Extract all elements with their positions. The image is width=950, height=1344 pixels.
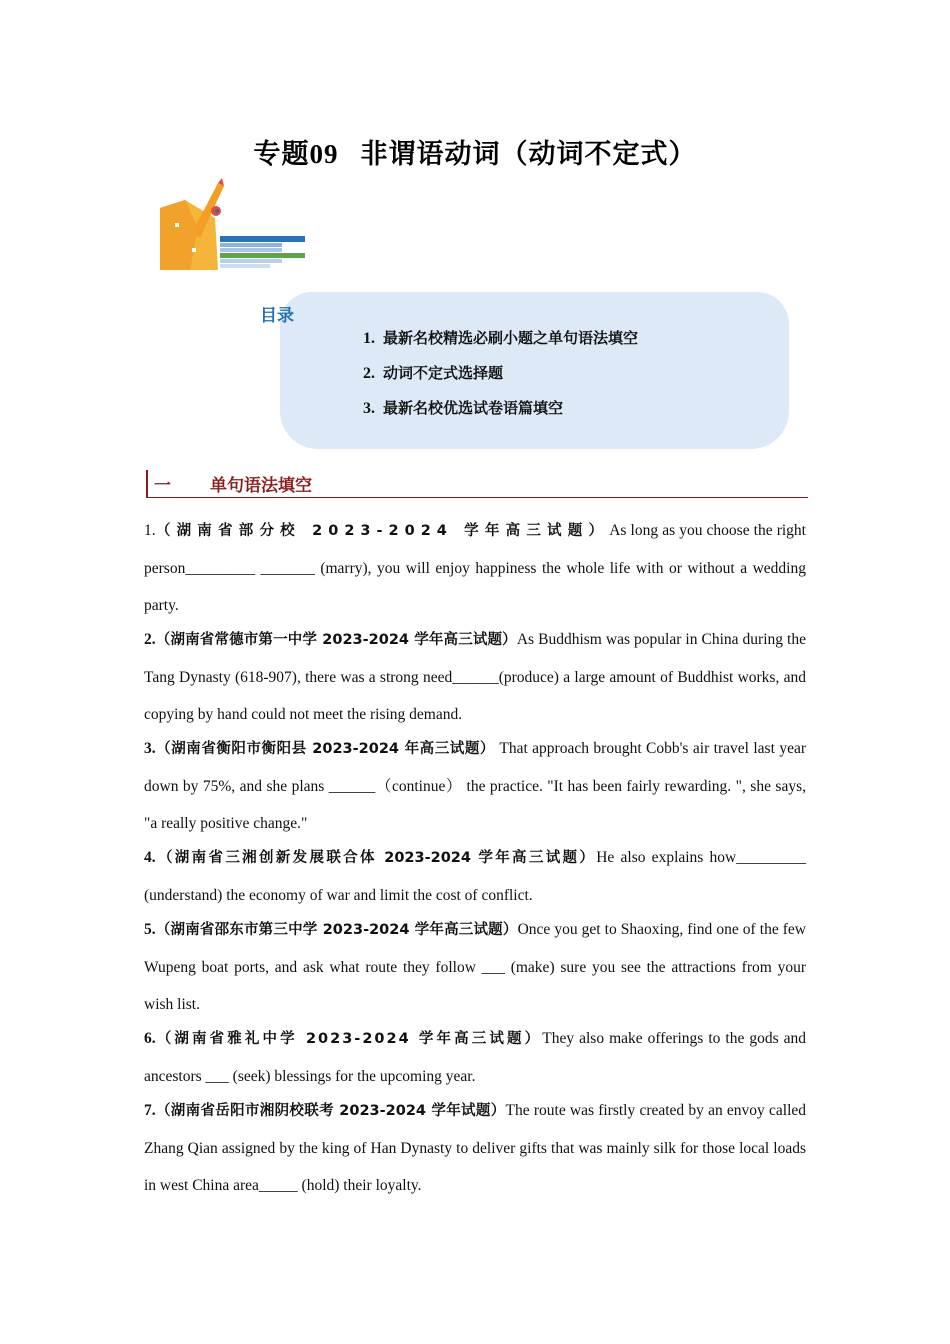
question-number: 7. (144, 1102, 156, 1119)
question-number: 2. (144, 631, 156, 648)
toc-label: 目录 (260, 306, 294, 326)
page-title (0, 132, 950, 171)
question-text: As Buddhism was popular in China during the Tang Dynasty (618-907), there was a strong need______(produce) a large amount of Buddhist works, and copying by hand could not meet the rising demand. (144, 631, 806, 723)
toc-item-text: 最新名校精选必刷小题之单句语法填空 (383, 329, 639, 347)
question-number: 5. (144, 921, 156, 938)
question-item (144, 839, 806, 914)
question-source: （湖南省邵东市第三中学 2023-2024 学年高三试题） (155, 922, 518, 938)
question-number: 4. (144, 849, 156, 866)
toc-item-text: 最新名校优选试卷语篇填空 (383, 399, 564, 417)
question-number: 1. (144, 522, 156, 539)
question-text: That approach brought Cobb's air travel last year down by 75%, and she plans ______（continue） the practice. "It has been fairly rewarding. ", she says, "a really positive change." (144, 740, 806, 832)
section-title: 单句语法填空 (210, 476, 312, 496)
section-heading (146, 470, 808, 498)
question-source: （湖南省常德市第一中学 2023-2024 学年高三试题） (155, 632, 517, 648)
toc-item-num: 1. (363, 330, 375, 347)
toc-item[interactable] (363, 362, 503, 383)
toc-item[interactable] (363, 327, 638, 348)
question-source: （湖南省三湘创新发展联合体 2023-2024 学年高三试题） (155, 850, 597, 866)
question-source: （湖南省岳阳市湘阴校联考 2023-2024 学年试题） (155, 1103, 506, 1119)
toc-item[interactable] (363, 397, 563, 418)
toc-item-num: 2. (363, 365, 375, 382)
books-pencil-illustration (160, 178, 310, 273)
toc-item-num: 3. (363, 400, 375, 417)
question-item (144, 1092, 806, 1204)
question-source: （湖南省雅礼中学 2023-2024 学年高三试题） (155, 1031, 543, 1047)
question-item (144, 1020, 806, 1095)
question-number: 6. (144, 1030, 156, 1047)
question-item (144, 512, 806, 624)
question-item (144, 621, 806, 733)
title-prefix: 专题09 (253, 139, 339, 169)
question-text: He also explains how_________ (understand) the economy of war and limit the cost of conflict. (144, 849, 806, 904)
question-text: Once you get to Shaoxing, find one of the few Wupeng boat ports, and ask what route they follow ___ (make) sure you see the attractions from your wish list. (144, 921, 807, 1013)
section-number: 一 (154, 476, 171, 496)
toc-item-text: 动词不定式选择题 (383, 364, 504, 382)
question-source: （湖南省衡阳市衡阳县 2023-2024 年高三试题） (155, 741, 495, 757)
question-number: 3. (144, 740, 156, 757)
question-item (144, 730, 806, 842)
question-source: （湖南省部分校 2023-2024 学年高三试题） (155, 523, 610, 539)
title-main: 非谓语动词（动词不定式） (360, 139, 697, 170)
question-text: They also make offerings to the gods and ancestors ___ (seek) blessings for the upcoming year. (144, 1030, 806, 1085)
question-text: The route was firstly created by an envoy called Zhang Qian assigned by the king of Han Dynasty to deliver gifts that was mainly silk for those local loads in west China area_____ (hold) their loyalty. (144, 1102, 807, 1194)
question-item (144, 911, 806, 1023)
toc-box (280, 292, 789, 449)
question-text: As long as you choose the right person_________ _______ (marry), you will enjoy happiness the whole life with or without a wedding party. (144, 522, 806, 614)
